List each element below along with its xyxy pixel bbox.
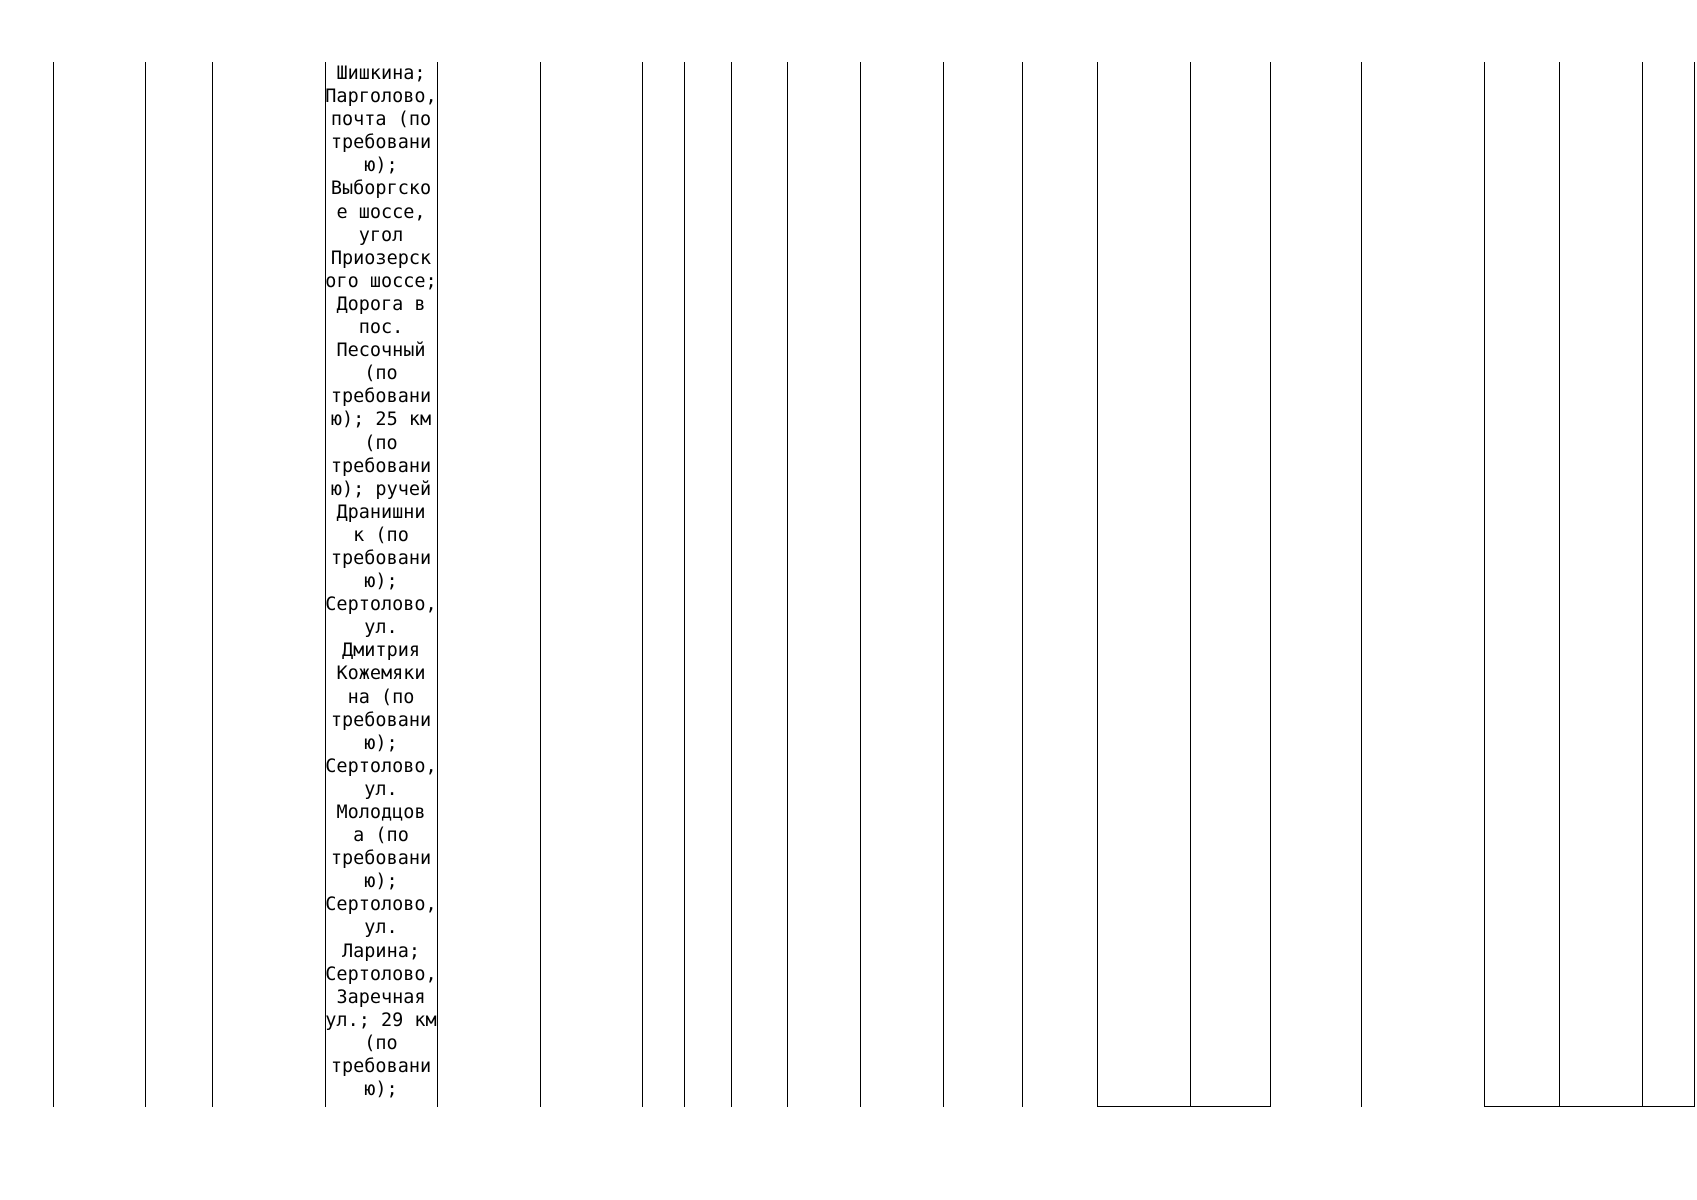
- column-border: [1642, 62, 1643, 1107]
- column-border: [437, 62, 438, 1107]
- column-border: [1270, 62, 1271, 1107]
- column-border: [1559, 62, 1560, 1107]
- column-border: [540, 62, 541, 1107]
- column-border: [731, 62, 732, 1107]
- row-bottom-border: [1097, 1106, 1271, 1107]
- column-border: [1190, 62, 1191, 1107]
- column-border: [1694, 62, 1695, 1107]
- column-border: [145, 62, 146, 1107]
- column-border: [1484, 62, 1485, 1107]
- column-border: [1097, 62, 1098, 1107]
- column-border: [1022, 62, 1023, 1107]
- route-table: [0, 62, 1697, 1107]
- route-stops-cell: [325, 62, 437, 1107]
- column-border: [642, 62, 643, 1107]
- column-border: [684, 62, 685, 1107]
- row-bottom-border: [1484, 1106, 1695, 1107]
- column-border: [860, 62, 861, 1107]
- column-border: [53, 62, 54, 1107]
- column-border: [212, 62, 213, 1107]
- route-stops-text: Шишкина; Парголово, почта (по требовани ю); Выборгско е шоссе, угол Приозерск ого шоссе; Дорога в пос. Песочный (по требовани ю); 25 км (по требовани ю); ручей Дранишни к (по требовани ю); Сертолово, ул. Дмитрия Кожемяки на (по требовани ю); Сертолово, ул. Молодцов а (по требовани ю); Сертолово, ул. Ларина; Сертолово, Заречная ул.; 29 км (по требовани ю);: [325, 63, 437, 1101]
- column-border: [787, 62, 788, 1107]
- column-border: [1361, 62, 1362, 1107]
- column-border: [943, 62, 944, 1107]
